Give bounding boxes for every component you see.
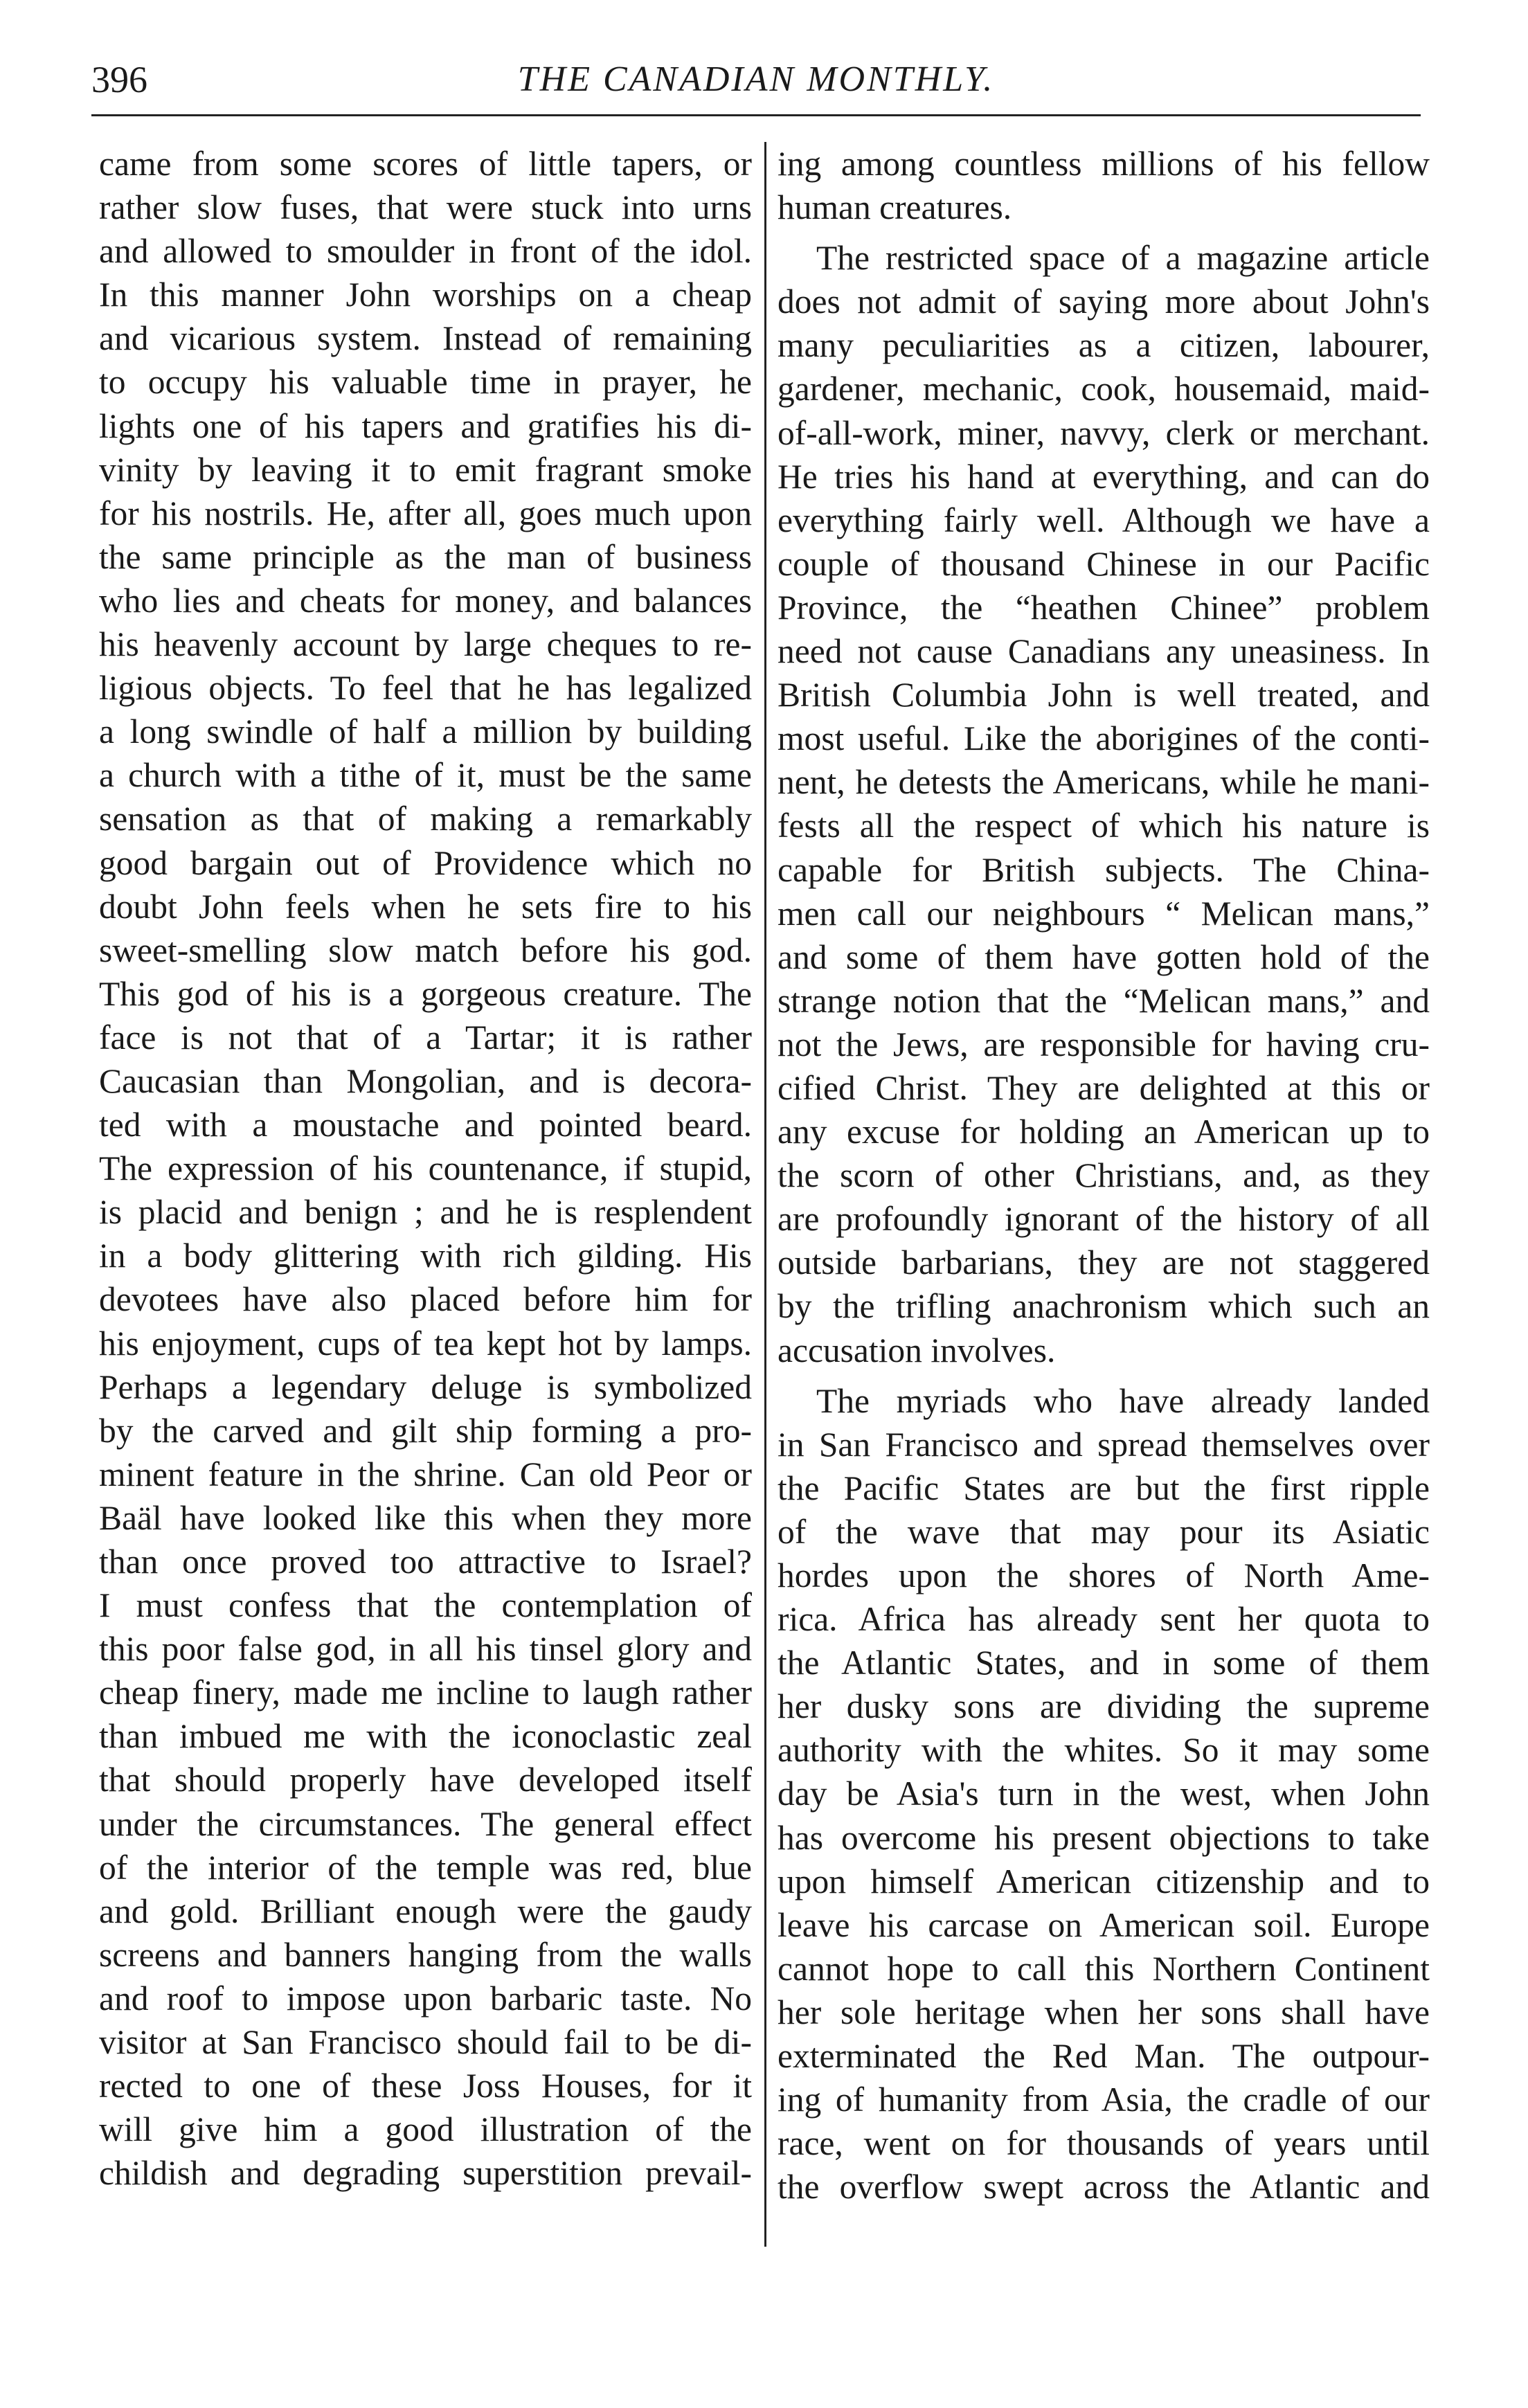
paragraph-gap <box>778 229 1430 236</box>
text-line: for his nostrils. He, after all, goes much upon <box>99 494 752 532</box>
text-line: nent, he detests the Americans, while he mani- <box>778 763 1430 802</box>
running-title: THE CANADIAN MONTHLY. <box>517 60 995 99</box>
text-line: day be Asia's turn in the west, when John <box>778 1774 1430 1813</box>
text-line: human creatures. <box>778 188 1012 227</box>
text-line: and allowed to smoulder in front of the idol. <box>99 232 752 271</box>
paragraph <box>778 236 1430 1372</box>
text-line: not the Jews, are responsible for having cru- <box>778 1025 1430 1063</box>
text-line: rather slow fuses, that were stuck into urns <box>99 188 752 227</box>
text-line: childish and degrading superstition prevail- <box>99 2154 752 2193</box>
text-line: strange notion that the “Melican mans,” and <box>778 981 1430 1020</box>
text-line: Caucasian than Mongolian, and is decora- <box>99 1061 752 1100</box>
text-line: vinity by leaving it to emit fragrant smoke <box>99 450 752 489</box>
text-line: minent feature in the shrine. Can old Peor or <box>99 1455 752 1493</box>
text-line: and gold. Brilliant enough were the gaudy <box>99 1892 752 1930</box>
text-line: than imbued me with the iconoclastic zeal <box>99 1717 752 1756</box>
text-line: her sole heritage when her sons shall have <box>778 1993 1430 2031</box>
text-line: the overflow swept across the Atlantic and <box>778 2168 1430 2207</box>
left-column <box>99 142 752 2195</box>
text-line: that should properly have developed itself <box>99 1761 752 1799</box>
text-line: of the interior of the temple was red, blue <box>99 1848 752 1887</box>
text-line: who lies and cheats for money, and balances <box>99 581 752 620</box>
text-line: in San Francisco and spread themselves over <box>778 1425 1430 1464</box>
text-line: cannot hope to call this Northern Continent <box>778 1949 1430 1988</box>
paragraph-gap <box>778 1372 1430 1379</box>
text-line: Province, the “heathen Chinee” problem <box>778 588 1430 627</box>
text-line: upon himself American citizenship and to <box>778 1862 1430 1901</box>
header-rule <box>91 114 1421 116</box>
paragraph <box>778 142 1430 229</box>
text-line: couple of thousand Chinese in our Pacific <box>778 544 1430 583</box>
text-line: a long swindle of half a million by building <box>99 712 752 751</box>
text-line: The myriads who have already landed <box>816 1381 1430 1420</box>
text-line: lights one of his tapers and gratifies his di- <box>99 406 752 445</box>
text-line: capable for British subjects. The China- <box>778 850 1430 889</box>
page-header <box>91 47 1421 123</box>
text-line: his enjoyment, cups of tea kept hot by lamps. <box>99 1324 752 1363</box>
text-line: hordes upon the shores of North Ame- <box>778 1556 1430 1594</box>
text-line: a church with a tithe of it, must be the same <box>99 756 752 795</box>
text-line: face is not that of a Tartar; it is rather <box>99 1018 752 1057</box>
text-line: need not cause Canadians any uneasiness. In <box>778 632 1430 671</box>
text-line: leave his carcase on American soil. Europe <box>778 1905 1430 1944</box>
text-line: everything fairly well. Although we have a <box>778 501 1430 539</box>
text-line: is placid and benign ; and he is resplendent <box>99 1193 752 1232</box>
text-line: by the trifling anachronism which such an <box>778 1287 1430 1326</box>
page-number: 396 <box>91 59 147 100</box>
text-line: and roof to impose upon barbaric taste. No <box>99 1979 752 2018</box>
text-line: outside barbarians, they are not staggered <box>778 1243 1430 1282</box>
column-divider <box>764 142 766 2247</box>
text-line: race, went on for thousands of years until <box>778 2124 1430 2163</box>
text-line: any excuse for holding an American up to <box>778 1113 1430 1151</box>
text-line: the scorn of other Christians, and, as they <box>778 1156 1430 1195</box>
text-line: under the circumstances. The general effect <box>99 1804 752 1843</box>
text-line: doubt John feels when he sets fire to his <box>99 887 752 926</box>
text-line: ligious objects. To feel that he has legalized <box>99 669 752 708</box>
text-line: screens and banners hanging from the walls <box>99 1935 752 1974</box>
text-line: and some of them have gotten hold of the <box>778 937 1430 976</box>
text-line: the Atlantic States, and in some of them <box>778 1644 1430 1682</box>
text-line: The restricted space of a magazine article <box>816 239 1430 278</box>
text-line: British Columbia John is well treated, and <box>778 676 1430 715</box>
text-line: exterminated the Red Man. The outpour- <box>778 2037 1430 2076</box>
text-line: does not admit of saying more about John's <box>778 282 1430 321</box>
text-line: ted with a moustache and pointed beard. <box>99 1106 752 1144</box>
text-line: fests all the respect of which his nature is <box>778 807 1430 845</box>
text-line: his heavenly account by large cheques to re- <box>99 625 752 664</box>
text-line: rica. Africa has already sent her quota to <box>778 1600 1430 1639</box>
text-line: by the carved and gilt ship forming a pro- <box>99 1411 752 1450</box>
text-line: sensation as that of making a remarkably <box>99 800 752 838</box>
text-line: men call our neighbours “ Melican mans,” <box>778 894 1430 933</box>
text-line: sweet-smelling slow match before his god. <box>99 931 752 969</box>
text-line: of-all-work, miner, navvy, clerk or merchant. <box>778 413 1430 452</box>
text-line: accusation involves. <box>778 1331 1056 1369</box>
text-line: the Pacific States are but the first ripple <box>778 1468 1430 1507</box>
text-line: ing among countless millions of his fellow <box>778 145 1430 183</box>
text-line: will give him a good illustration of the <box>99 2110 752 2149</box>
text-line: ing of humanity from Asia, the cradle of our <box>778 2081 1430 2119</box>
text-line: authority with the whites. So it may some <box>778 1731 1430 1770</box>
text-line: The expression of his countenance, if stupid, <box>99 1149 752 1188</box>
text-line: good bargain out of Providence which no <box>99 843 752 882</box>
text-line: most useful. Like the aborigines of the conti- <box>778 719 1430 758</box>
text-line: cified Christ. They are delighted at this or <box>778 1068 1430 1107</box>
text-line: came from some scores of little tapers, or <box>99 145 752 183</box>
text-line: the same principle as the man of business <box>99 537 752 576</box>
text-line: of the wave that may pour its Asiatic <box>778 1512 1430 1551</box>
text-line: cheap finery, made me incline to laugh rather <box>99 1673 752 1712</box>
text-line: than once proved too attractive to Israel? <box>99 1543 752 1581</box>
text-line: I must confess that the contemplation of <box>99 1586 752 1625</box>
text-line: in a body glittering with rich gilding. His <box>99 1237 752 1275</box>
text-line: devotees have also placed before him for <box>99 1280 752 1319</box>
text-line: are profoundly ignorant of the history of all <box>778 1200 1430 1239</box>
text-line: many peculiarities as a citizen, labourer, <box>778 326 1430 365</box>
paragraph <box>778 1379 1430 2209</box>
text-line: He tries his hand at everything, and can do <box>778 457 1430 496</box>
text-line: Baäl have looked like this when they more <box>99 1498 752 1537</box>
text-line: her dusky sons are dividing the supreme <box>778 1687 1430 1726</box>
right-column <box>778 142 1430 2209</box>
text-line: rected to one of these Joss Houses, for it <box>99 2067 752 2105</box>
text-line: visitor at San Francisco should fail to be di- <box>99 2023 752 2062</box>
text-line: to occupy his valuable time in prayer, he <box>99 363 752 402</box>
text-line: Perhaps a legendary deluge is symbolized <box>99 1367 752 1406</box>
text-line: gardener, mechanic, cook, housemaid, maid- <box>778 370 1430 408</box>
text-line: This god of his is a gorgeous creature. The <box>99 974 752 1013</box>
text-line: and vicarious system. Instead of remaining <box>99 319 752 358</box>
text-line: this poor false god, in all his tinsel glory and <box>99 1630 752 1669</box>
text-line: has overcome his present objections to take <box>778 1818 1430 1857</box>
text-line: In this manner John worships on a cheap <box>99 276 752 314</box>
